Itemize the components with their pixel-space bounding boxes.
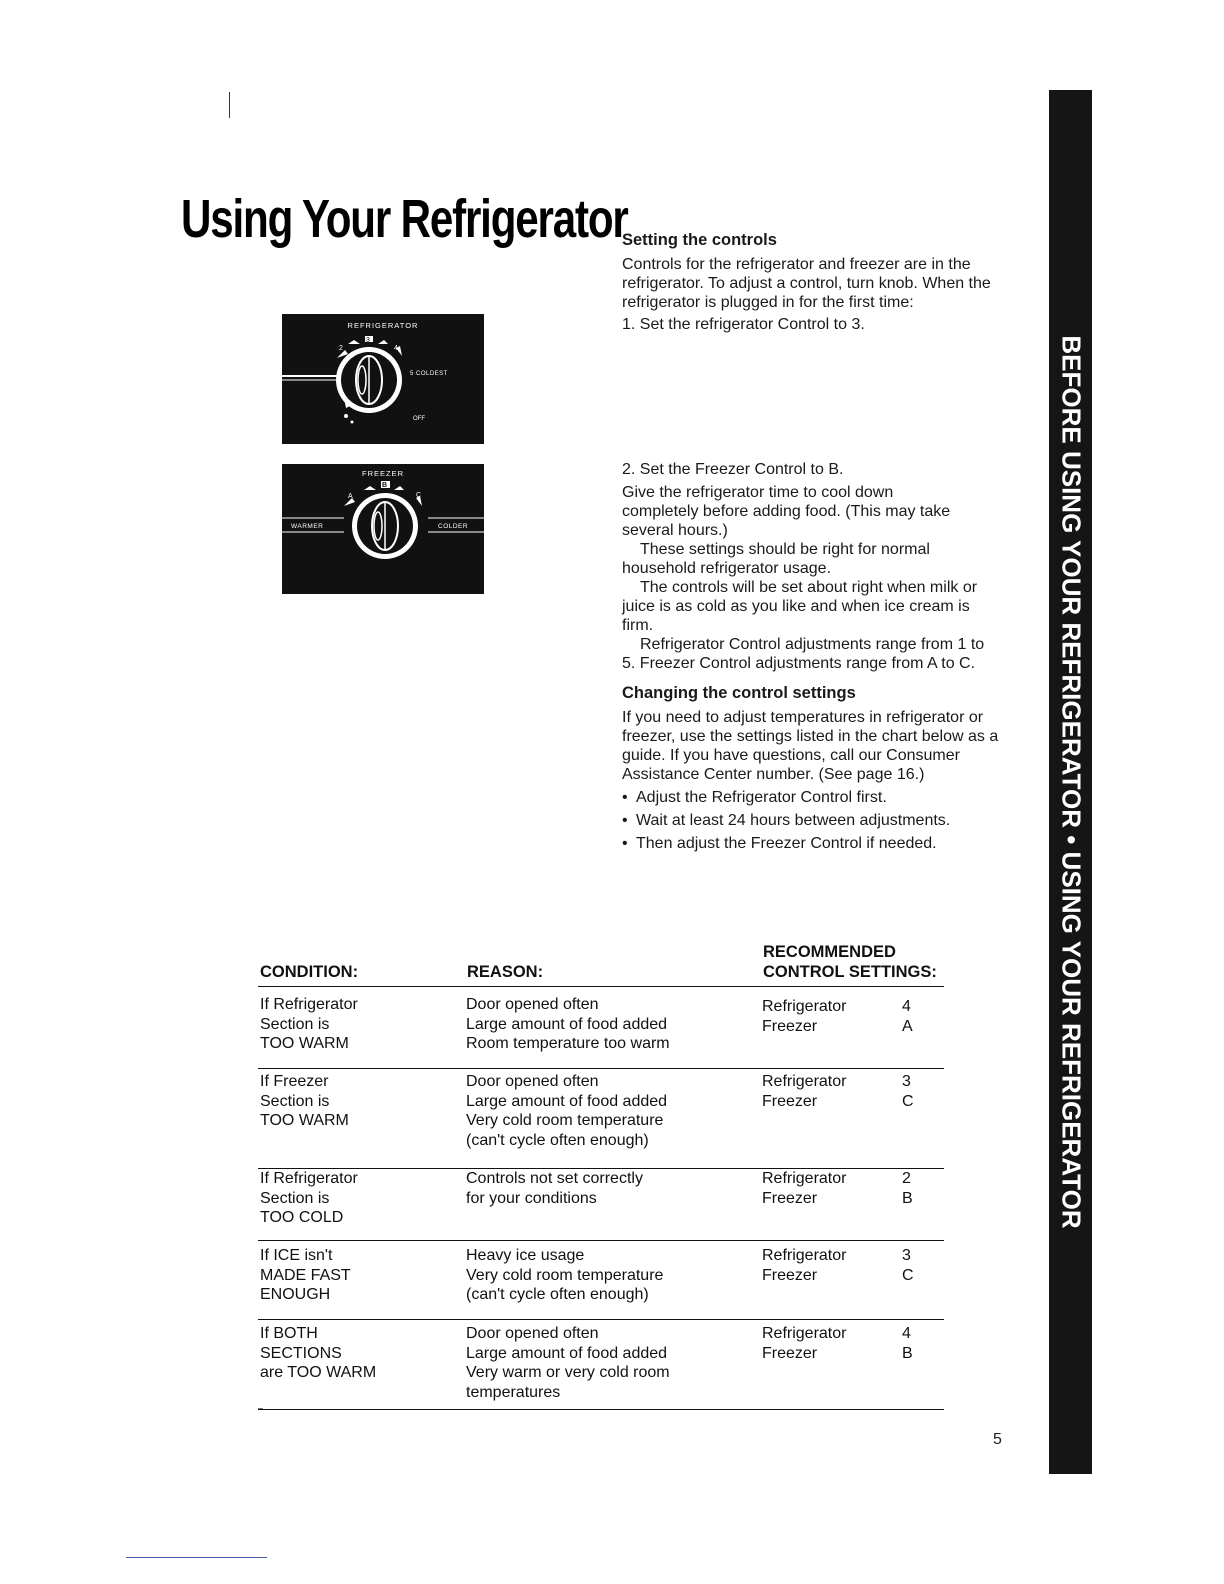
- freezer-letter-c: C: [416, 492, 422, 499]
- normal-usage-paragraph: These settings should be right for normal household refrigerator usage.: [622, 541, 930, 577]
- condition-cell: If Refrigerator Section is TOO WARM: [260, 996, 358, 1052]
- tip-item: • Wait at least 24 hours between adjustments.: [622, 811, 1012, 830]
- refrigerator-number-3: 3: [366, 337, 370, 344]
- footer-rule: [126, 1557, 267, 1558]
- control-settings-table: [258, 938, 948, 1401]
- condition-cell: If Refrigerator Section is TOO COLD: [260, 1170, 358, 1226]
- changing-settings-intro: If you need to adjust temperatures in refrigerator or freezer, use the settings listed in the chart below as a guide. If you have questions, call our Consumer Assistance Center number. (See page 16.): [622, 709, 999, 783]
- control-value-cell: 2 B: [902, 1170, 913, 1207]
- setting-controls-continued: [622, 460, 1012, 857]
- control-name-cell: Refrigerator Freezer: [762, 1170, 847, 1207]
- refrigerator-number-4: 4: [394, 345, 398, 352]
- colder-label: COLDER: [438, 523, 469, 530]
- milk-juice-paragraph: The controls will be set about right when milk or juice is as cold as you like and when ice cream is firm.: [622, 579, 978, 634]
- control-name-cell: Refrigerator Freezer: [762, 1247, 847, 1284]
- tip-item: • Adjust the Refrigerator Control first.: [622, 788, 1012, 807]
- row-rule: [258, 1409, 944, 1410]
- table-row: [258, 1246, 944, 1320]
- refrigerator-number-2: 2: [339, 345, 343, 352]
- cool-down-paragraph: Give the refrigerator time to cool down completely before adding food. (This may take several hours.): [622, 484, 951, 539]
- control-name-cell: Refrigerator Freezer: [762, 1073, 847, 1110]
- changing-settings-heading: Changing the control settings: [622, 684, 856, 702]
- table-corner-mark: [258, 1408, 263, 1409]
- condition-header: CONDITION:: [260, 962, 359, 981]
- table-row: [258, 1072, 944, 1169]
- setting-controls-section: [622, 231, 1012, 338]
- refrigerator-control-illustration: [282, 314, 484, 444]
- recommended-header: RECOMMENDED CONTROL SETTINGS:: [763, 943, 937, 981]
- refrigerator-panel-label: REFRIGERATOR: [347, 321, 419, 330]
- table-row: [258, 995, 944, 1069]
- header-rule: [258, 986, 944, 987]
- crop-mark: [229, 92, 230, 118]
- setting-controls-intro: Controls for the refrigerator and freezer are in the refrigerator. To adjust a control, turn knob. When the refrigerator is plugged in for the first time:: [622, 256, 991, 311]
- reason-cell: Door opened often Large amount of food added Very warm or very cold room temperatures: [466, 1325, 670, 1401]
- freezer-letter-a: A: [348, 493, 353, 500]
- coldest-label: 5 COLDEST: [410, 371, 448, 377]
- control-name-cell: Refrigerator Freezer: [762, 998, 847, 1035]
- condition-cell: If ICE isn't MADE FAST ENOUGH: [260, 1247, 351, 1303]
- reason-cell: Door opened often Large amount of food added Room temperature too warm: [466, 996, 670, 1052]
- page-number: 5: [993, 1431, 1002, 1448]
- row-rule: [258, 1068, 944, 1069]
- condition-cell: If Freezer Section is TOO WARM: [260, 1073, 349, 1129]
- freezer-letter-b: B: [382, 482, 388, 489]
- table-row: [258, 1324, 944, 1410]
- setting-controls-heading: Setting the controls: [622, 231, 777, 249]
- table-header: [258, 938, 948, 982]
- freezer-panel-label: FREEZER: [361, 469, 405, 478]
- condition-cell: If BOTH SECTIONS are TOO WARM: [260, 1325, 377, 1381]
- table-row: [258, 1169, 944, 1241]
- warmer-label: WARMER: [291, 523, 324, 530]
- step-1: 1. Set the refrigerator Control to 3.: [622, 316, 865, 333]
- control-name-cell: Refrigerator Freezer: [762, 1325, 847, 1362]
- section-side-tab: [1049, 90, 1092, 1474]
- row-rule: [258, 1319, 944, 1320]
- reason-cell: Controls not set correctly for your conditions: [466, 1170, 643, 1207]
- control-value-cell: 4 B: [902, 1325, 913, 1362]
- adjustment-tips-list: [622, 788, 1012, 853]
- page-title: Using Your Refrigerator: [181, 189, 628, 250]
- adjustment-range-paragraph: Refrigerator Control adjustments range from 1 to 5. Freezer Control adjustments range from A to C.: [622, 636, 985, 672]
- off-label: OFF: [413, 416, 425, 422]
- control-value-cell: 4 A: [902, 998, 913, 1035]
- step-2: 2. Set the Freezer Control to B.: [622, 461, 844, 478]
- reason-cell: Heavy ice usage Very cold room temperature (can't cycle often enough): [466, 1247, 664, 1303]
- row-rule: [258, 1240, 944, 1241]
- freezer-control-illustration: [282, 464, 484, 594]
- control-value-cell: 3 C: [902, 1247, 914, 1284]
- tip-item: • Then adjust the Freezer Control if needed.: [622, 834, 1012, 853]
- control-value-cell: 3 C: [902, 1073, 914, 1110]
- side-tab-label: BEFORE USING YOUR REFRIGERATOR • USING YOUR REFRIGERATOR: [1056, 335, 1086, 1229]
- reason-header: REASON:: [467, 962, 544, 981]
- reason-cell: Door opened often Large amount of food added Very cold room temperature (can't cycle often enough): [466, 1073, 668, 1149]
